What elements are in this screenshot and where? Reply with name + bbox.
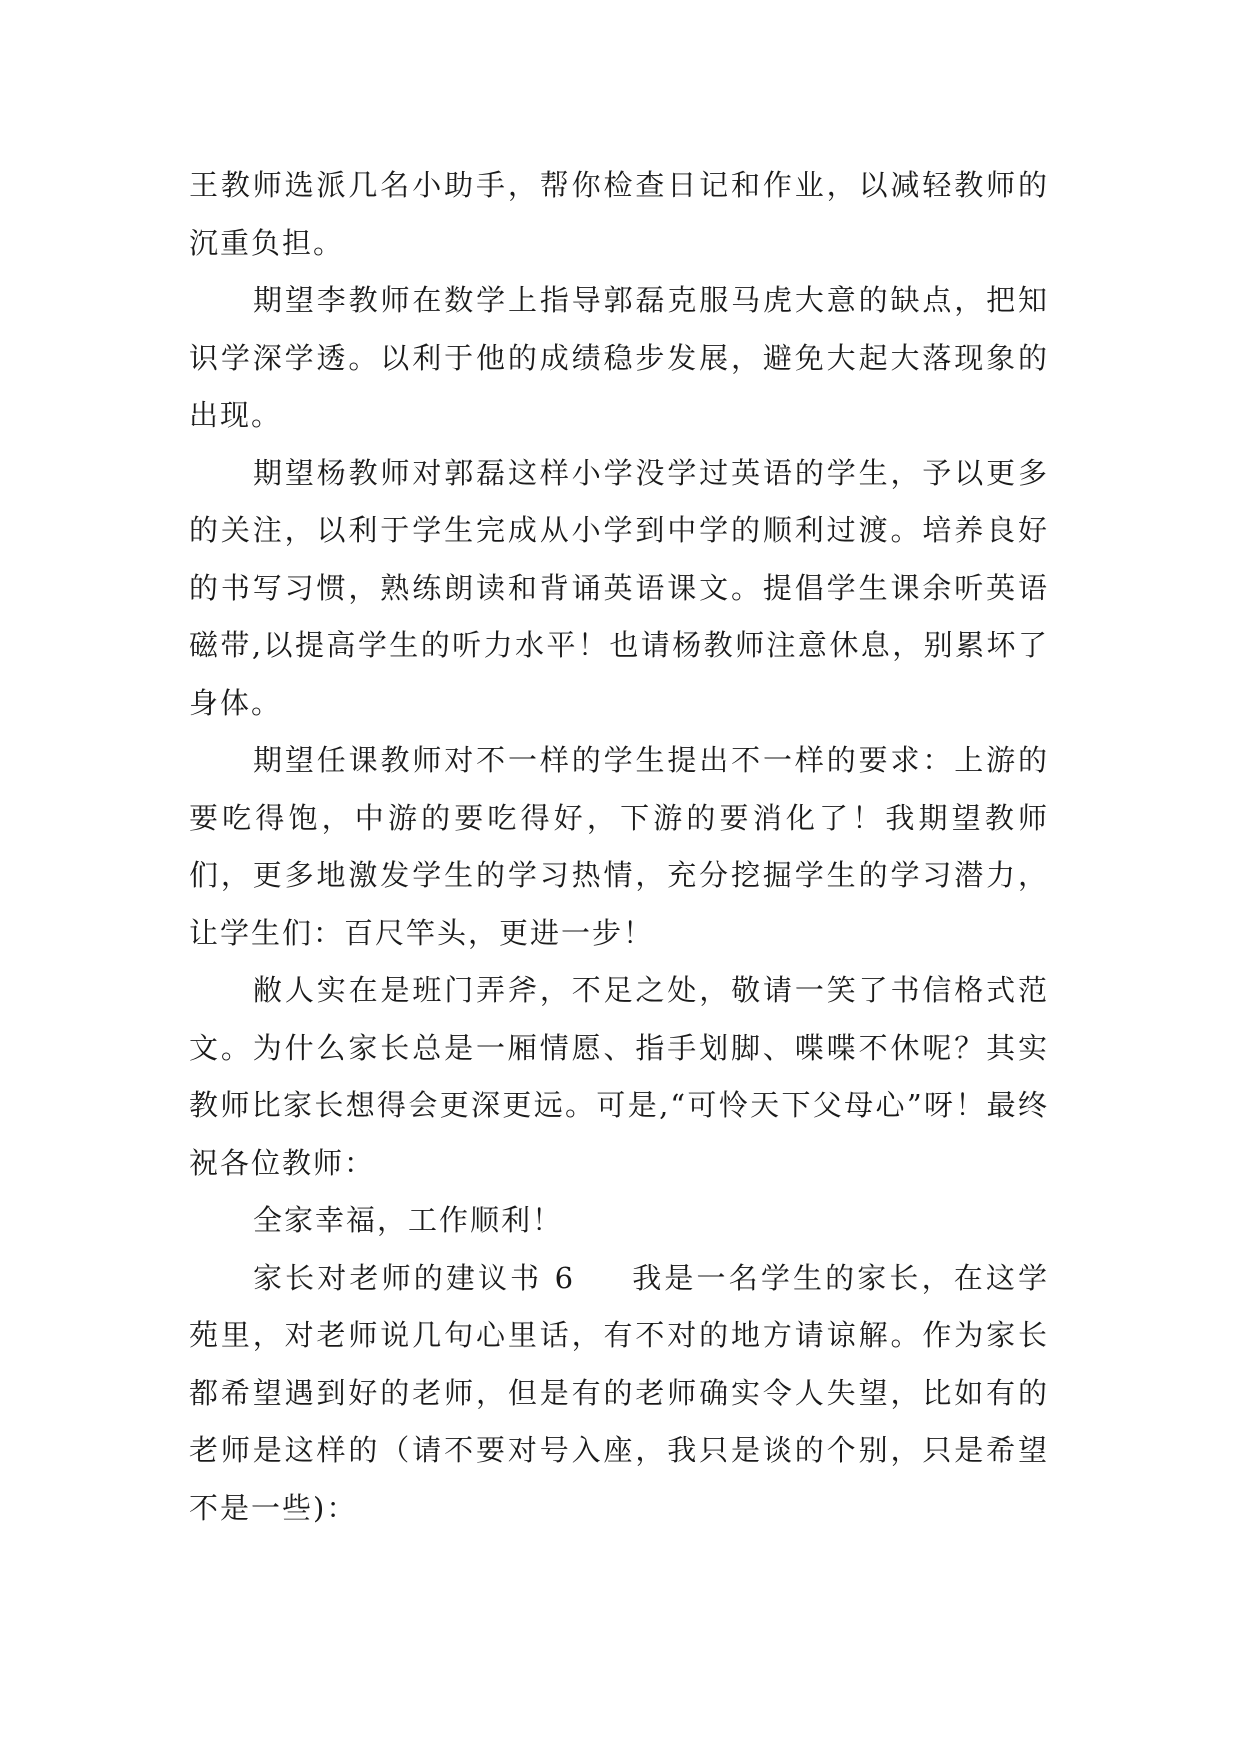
section-heading: 家长对老师的建议书 6 — [253, 1260, 576, 1295]
paragraph-5: 敝人实在是班门弄斧，不足之处，敬请一笑了书信格式范文。为什么家长总是一厢情愿、指手划脚、喋喋不休呢？其实教师比家长想得会更深更远。可是,“可怜天下父母心”呀！最终祝各位教师： — [189, 973, 1049, 1180]
paragraph-1: 王教师选派几名小助手，帮你检查日记和作业，以减轻教师的沉重负担。 — [189, 168, 1049, 260]
paragraph-7-text: 我是一名学生的家长，在这学苑里，对老师说几句心里话，有不对的地方请谅解。作为家长都希望遇到好的老师，但是有的老师确实令人失望，比如有的老师是这样的（请不要对号入座，我只是谈的个别，只是希望不是一些)： — [189, 1260, 1049, 1525]
document-body — [189, 157, 1049, 1537]
paragraph-6: 全家幸福，工作顺利！ — [253, 1203, 564, 1237]
paragraph-4: 期望任课教师对不一样的学生提出不一样的要求：上游的要吃得饱，中游的要吃得好，下游的要消化了！我期望教师们，更多地激发学生的学习热情，充分挖掘学生的学习潜力，让学生们：百尺竿头，更进一步！ — [189, 743, 1049, 950]
paragraph-7 — [189, 1250, 1049, 1538]
paragraph-3: 期望杨教师对郭磊这样小学没学过英语的学生，予以更多的关注，以利于学生完成从小学到中学的顺利过渡。培养良好的书写习惯，熟练朗读和背诵英语课文。提倡学生课余听英语磁带,以提高学生的听力水平！也请杨教师注意休息，别累坏了身体。 — [189, 455, 1049, 720]
paragraph-2: 期望李教师在数学上指导郭磊克服马虎大意的缺点，把知识学深学透。以利于他的成绩稳步发展，避免大起大落现象的出现。 — [189, 283, 1049, 432]
